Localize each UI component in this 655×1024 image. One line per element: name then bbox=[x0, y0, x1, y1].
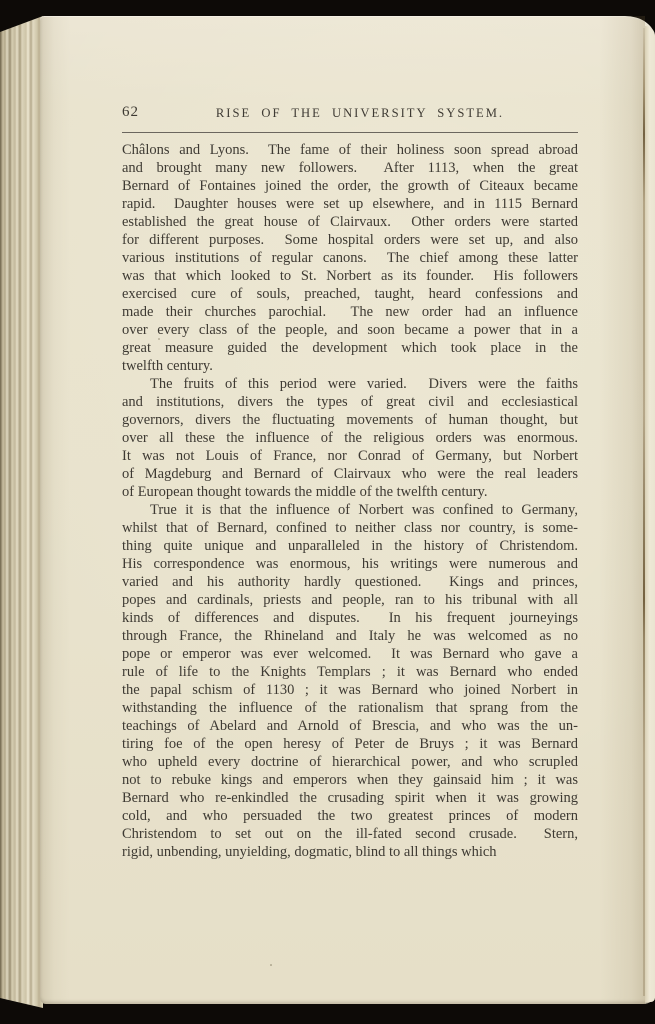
text-line: teachings of Abelard and Arnold of Brescia, and who was the un- bbox=[122, 718, 578, 735]
paragraph bbox=[122, 141, 578, 375]
text-line: who upheld every doctrine of hierarchical power, and who scrupled bbox=[122, 754, 578, 771]
text-line: and brought many new followers. After 1113, when the great bbox=[122, 160, 578, 177]
paper-speck bbox=[270, 964, 272, 966]
paragraph bbox=[122, 501, 578, 861]
text-line: over all these the influence of the religious orders was enormous. bbox=[122, 430, 578, 447]
book-page-edges bbox=[0, 0, 43, 1024]
text-line: varied and his authority hardly questioned. Kings and princes, bbox=[122, 574, 578, 591]
text-line: Châlons and Lyons. The fame of their holiness soon spread abroad bbox=[122, 142, 578, 159]
text-line: twelfth century. bbox=[122, 358, 213, 375]
page-number: 62 bbox=[122, 104, 139, 120]
header-rule bbox=[122, 132, 578, 133]
text-line: through France, the Rhineland and Italy he was welcomed as no bbox=[122, 628, 578, 645]
text-line: was that which looked to St. Norbert as its founder. His followers bbox=[122, 268, 578, 285]
text-line: governors, divers the fluctuating movements of human thought, but bbox=[122, 412, 578, 429]
fore-edge-strip bbox=[645, 26, 655, 1002]
text-line: popes and cardinals, priests and people, ran to his tribunal with all bbox=[122, 592, 578, 609]
text-line: rigid, unbending, unyielding, dogmatic, blind to all things which bbox=[122, 844, 497, 861]
text-line: His correspondence was enormous, his writings were numerous and bbox=[122, 556, 578, 573]
text-line: The fruits of this period were varied. Divers were the faiths bbox=[150, 376, 578, 393]
text-line: for different purposes. Some hospital orders were set up, and also bbox=[122, 232, 578, 249]
text-line: rapid. Daughter houses were set up elsewhere, and in 1115 Bernard bbox=[122, 196, 578, 213]
text-line: exercised cure of souls, preached, taught, heard confessions and bbox=[122, 286, 578, 303]
text-line: great measure guided the development which took place in the bbox=[122, 340, 578, 357]
text-line: Bernard of Fontaines joined the order, the growth of Citeaux became bbox=[122, 178, 578, 195]
text-line: withstanding the influence of the rationalism that sprang from the bbox=[122, 700, 578, 717]
text-line: various institutions of regular canons. The chief among these latter bbox=[122, 250, 578, 267]
text-line: thing quite unique and unparalleled in the history of Christendom. bbox=[122, 538, 578, 555]
text-line: of European thought towards the middle of the twelfth century. bbox=[122, 484, 488, 501]
text-line: made their churches parochial. The new order had an influence bbox=[122, 304, 578, 321]
text-line: whilst that of Bernard, confined to neither class nor country, is some- bbox=[122, 520, 578, 537]
page-content bbox=[122, 104, 578, 861]
text-line: of Magdeburg and Bernard of Clairvaux who were the real leaders bbox=[122, 466, 578, 483]
text-line: and institutions, divers the types of great civil and ecclesiastical bbox=[122, 394, 578, 411]
paragraph bbox=[122, 375, 578, 501]
text-line: It was not Louis of France, nor Conrad of Germany, but Norbert bbox=[122, 448, 578, 465]
text-line: kinds of differences and disputes. In his frequent journeyings bbox=[122, 610, 578, 627]
text-line: not to rebuke kings and emperors when they gainsaid him ; it was bbox=[122, 772, 578, 789]
body-text bbox=[122, 141, 578, 861]
page-header bbox=[122, 104, 578, 121]
text-line: cold, and who persuaded the two greatest princes of modern bbox=[122, 808, 578, 825]
gutter-shading bbox=[599, 16, 645, 1004]
running-header: RISE OF THE UNIVERSITY SYSTEM. bbox=[215, 106, 505, 120]
text-line: tiring foe of the open heresy of Peter de Bruys ; it was Bernard bbox=[122, 736, 578, 753]
page-sheet bbox=[40, 16, 655, 1004]
text-line: Bernard who re-enkindled the crusading spirit when it was growing bbox=[122, 790, 578, 807]
text-line: the papal schism of 1130 ; it was Bernard who joined Norbert in bbox=[122, 682, 578, 699]
text-line: established the great house of Clairvaux. Other orders were started bbox=[122, 214, 578, 231]
text-line: over every class of the people, and soon became a power that in a bbox=[122, 322, 578, 339]
text-line: True it is that the influence of Norbert was confined to Germany, bbox=[150, 502, 578, 519]
text-line: pope or emperor was ever welcomed. It was Bernard who gave a bbox=[122, 646, 578, 663]
text-line: Christendom to set out on the ill-fated second crusade. Stern, bbox=[122, 826, 578, 843]
text-line: rule of life to the Knights Templars ; it was Bernard who ended bbox=[122, 664, 578, 681]
